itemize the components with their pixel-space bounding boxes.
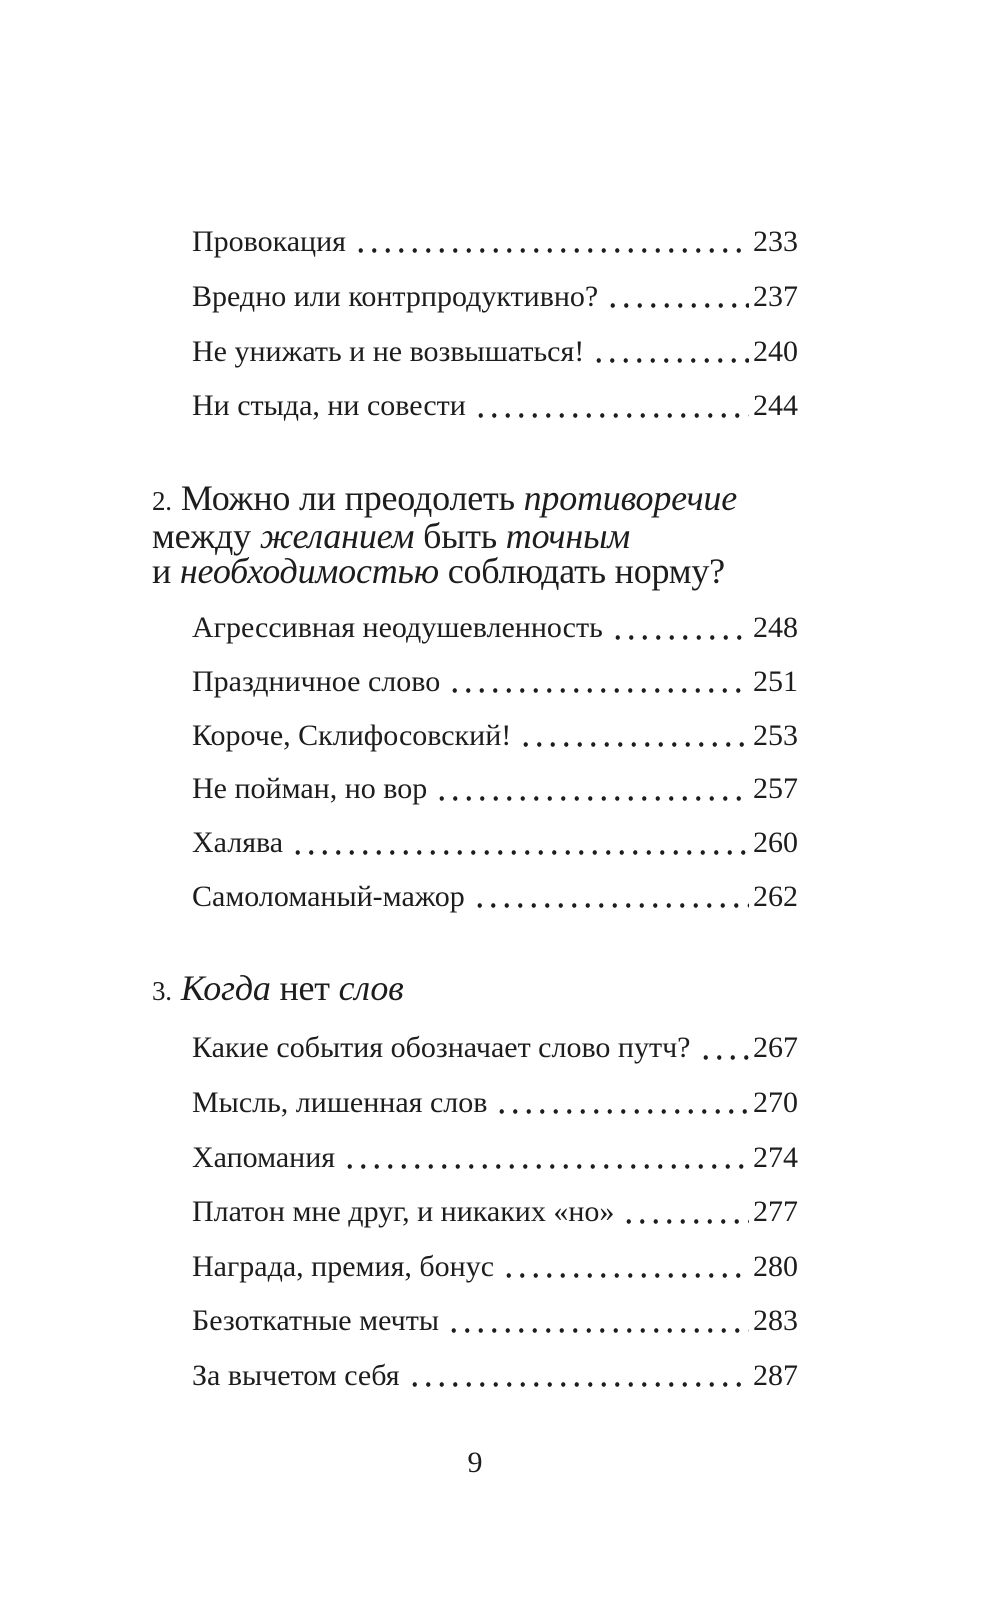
- dot-leader: [611, 610, 749, 646]
- toc-entry-title: Вредно или контрпродуктивно?: [192, 279, 599, 313]
- dot-leader: [447, 1303, 749, 1339]
- toc-entry: [192, 771, 798, 807]
- heading-text: нет: [270, 968, 339, 1008]
- toc-entry-title: Самоломаный-мажор: [192, 879, 465, 913]
- toc-entry-title: Халява: [192, 826, 284, 860]
- section-number: 3.: [152, 976, 172, 1006]
- section-number: 2.: [152, 486, 172, 516]
- dot-leader: [474, 388, 749, 424]
- heading-text: соблюдать норму?: [438, 551, 725, 591]
- toc-entry: [192, 1030, 798, 1066]
- dot-leader: [408, 1358, 749, 1394]
- toc-entry-page-number: 237: [753, 279, 798, 313]
- toc-entry-page-number: 274: [753, 1140, 798, 1174]
- toc-entry: [192, 1085, 798, 1121]
- toc-entry-page-number: 280: [753, 1249, 798, 1283]
- toc-entry-page-number: 233: [753, 225, 798, 258]
- toc-entry-page-number: 270: [753, 1085, 798, 1119]
- toc-entry-title: Хапомания: [192, 1140, 336, 1174]
- toc-entry-title: Какие события обозначает слово путч?: [192, 1031, 691, 1065]
- dot-leader: [592, 334, 749, 370]
- heading-italic-text: Когда: [180, 968, 271, 1008]
- dot-leader: [622, 1194, 749, 1230]
- toc-entry: [192, 334, 798, 370]
- toc-entry-page-number: 240: [753, 334, 798, 368]
- dot-leader: [435, 771, 749, 807]
- toc-entry-page-number: 260: [753, 826, 798, 860]
- heading-italic-text: слов: [338, 968, 404, 1008]
- toc-entry: [192, 224, 798, 260]
- toc-entry-page-number: 287: [753, 1358, 798, 1392]
- toc-entry-page-number: 248: [753, 611, 798, 645]
- toc-entry: [192, 388, 798, 424]
- dot-leader: [473, 879, 749, 915]
- toc-entry-title: Агрессивная неодушевленность: [192, 611, 603, 645]
- heading-text: Можно ли преодолеть: [180, 478, 524, 518]
- dot-leader: [699, 1030, 749, 1066]
- dot-leader: [448, 664, 749, 700]
- toc-entry-title: Не унижать и не возвышаться!: [192, 334, 585, 368]
- toc-entry-title: Не пойман, но вор: [192, 772, 428, 806]
- toc-entry: [192, 1249, 798, 1285]
- dot-leader: [502, 1249, 749, 1285]
- dot-leader: [343, 1140, 749, 1176]
- toc-entry-page-number: 262: [753, 879, 798, 913]
- heading-text: быть: [414, 516, 506, 556]
- toc-entry-title: Безоткатные мечты: [192, 1304, 440, 1338]
- toc-entry-page-number: 244: [753, 389, 798, 423]
- toc-entry: [192, 1303, 798, 1339]
- toc-entry-title: Платон мне друг, и никаких «но»: [192, 1195, 615, 1229]
- toc-entry: [192, 664, 798, 700]
- heading-text: между: [152, 516, 260, 556]
- toc-entry-title: За вычетом себя: [192, 1358, 400, 1392]
- section-heading: [152, 478, 838, 591]
- toc-entry: [192, 610, 798, 646]
- toc-entry: [192, 1140, 798, 1176]
- dot-leader: [291, 825, 749, 861]
- toc-entry: [192, 879, 798, 915]
- toc-entry-title: Мысль, лишенная слов: [192, 1085, 488, 1119]
- toc-entry-page-number: 257: [753, 772, 798, 806]
- toc-entry-page-number: 283: [753, 1304, 798, 1338]
- page-number: 9: [467, 1446, 483, 1479]
- toc-entry-title: Провокация: [192, 225, 346, 258]
- toc-entry-title: Короче, Склифосовский!: [192, 718, 512, 752]
- toc-entry-page-number: 251: [753, 665, 798, 698]
- dot-leader: [354, 224, 749, 260]
- dot-leader: [606, 279, 749, 315]
- toc-entry-page-number: 277: [753, 1195, 798, 1229]
- toc-entry: [192, 1194, 798, 1230]
- toc-entry-title: Праздничное слово: [192, 665, 441, 698]
- dot-leader: [519, 718, 749, 754]
- section-heading: [152, 968, 838, 1009]
- heading-italic-text: желанием: [259, 516, 415, 556]
- heading-text: и: [152, 551, 180, 591]
- dot-leader: [495, 1085, 749, 1121]
- toc-entry-title: Награда, премия, бонус: [192, 1249, 495, 1283]
- toc-entry-page-number: 253: [753, 718, 798, 752]
- table-of-contents: [152, 0, 798, 1616]
- toc-entry-page-number: 267: [753, 1031, 798, 1065]
- toc-entry: [192, 1358, 798, 1394]
- heading-italic-text: противоречие: [523, 478, 738, 518]
- heading-italic-text: точным: [505, 516, 631, 556]
- toc-entry: [192, 825, 798, 861]
- toc-entry-title: Ни стыда, ни совести: [192, 389, 466, 423]
- heading-italic-text: необходимостью: [179, 551, 439, 591]
- toc-entry: [192, 279, 798, 315]
- toc-entry: [192, 718, 798, 754]
